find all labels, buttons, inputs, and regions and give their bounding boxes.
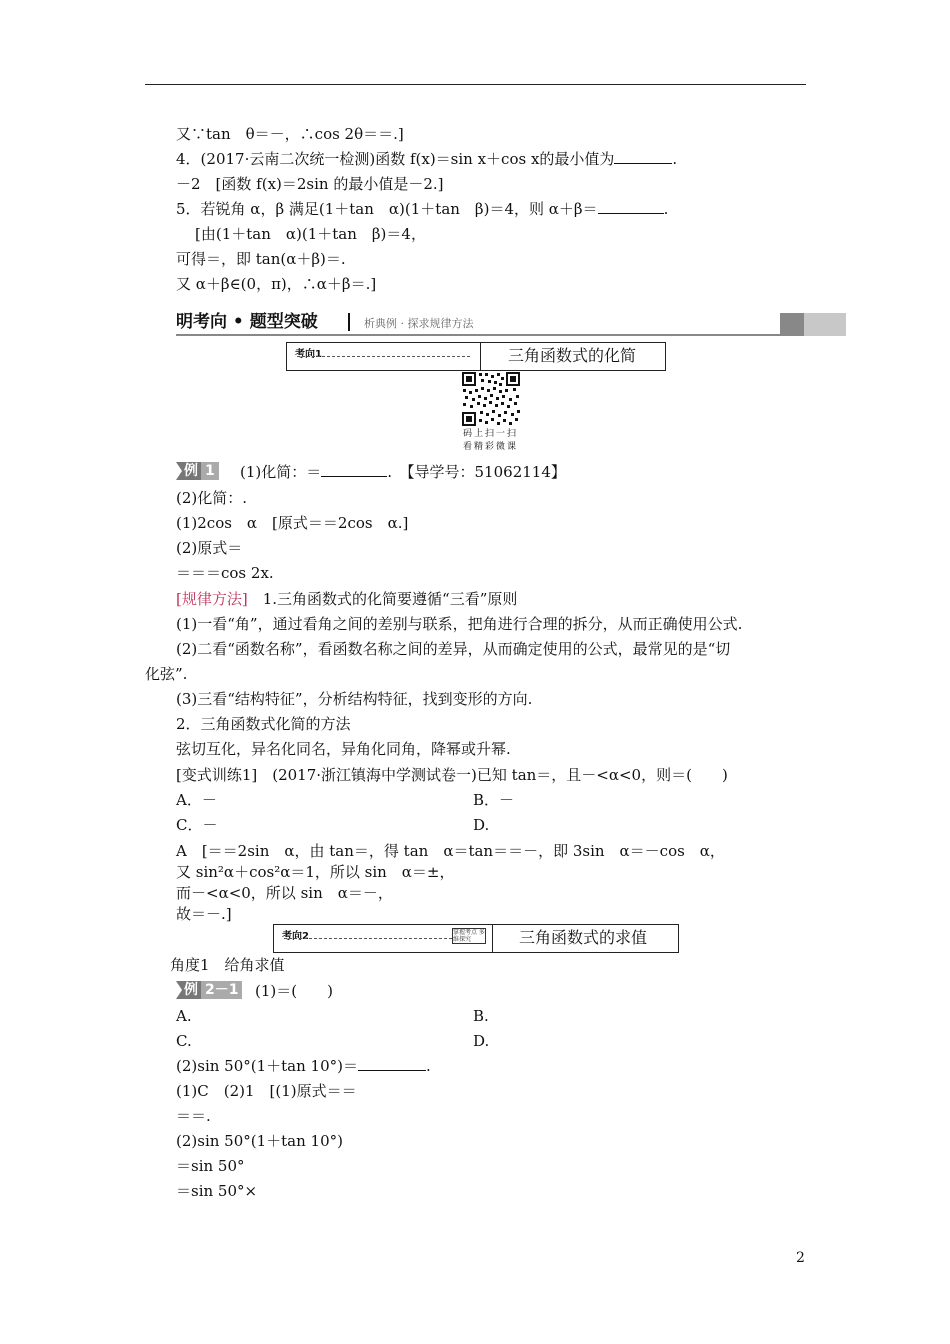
method-p3: (3)三看“结构特征”，分析结构特征，找到变形的方向. xyxy=(176,690,533,708)
method-p4: 弦切互化，异名化同名，异角化同角，降幂或升幂. xyxy=(176,740,511,758)
example-1-q2: (2)化简：. xyxy=(176,489,248,507)
qr-code-icon[interactable] xyxy=(461,371,521,427)
answer-4: －2 [函数 f(x)＝2sin 的最小值是－2.] xyxy=(176,175,444,193)
arrow-icon xyxy=(176,462,182,480)
example-2-badge: 例 2－1 xyxy=(176,981,242,999)
section-rule xyxy=(176,334,780,336)
topic-1-title: 三角函数式的化简 xyxy=(508,346,637,365)
topic-1-left xyxy=(287,343,481,370)
topic-2-box xyxy=(273,924,679,953)
example-2-a5: ＝sin 50°× xyxy=(176,1182,258,1200)
page-number: 2 xyxy=(796,1250,805,1266)
example-1-a2: (2)原式＝ xyxy=(176,539,243,557)
section-subtitle: 析典例 · 探求规律方法 xyxy=(364,317,474,330)
variant-solution-2: 又 sin²α＋cos²α＝1，所以 sin α＝±， xyxy=(176,863,455,881)
header-rule xyxy=(145,84,806,85)
variant-solution-1: A [＝＝2sin α，由 tan＝，得 tan α＝tan＝＝－，即 3sin α＝－cos α， xyxy=(176,842,725,860)
example-1-badge: 例 1 xyxy=(176,462,219,480)
method-p1: (1)一看“角”，通过看角之间的差别与联系，把角进行合理的拆分，从而正确使用公式. xyxy=(176,615,743,633)
ex2-option-a: A. xyxy=(176,1007,192,1025)
topic-2-mini: 掌握考点 多维探究 xyxy=(453,929,485,943)
section-divider xyxy=(348,313,350,331)
example-2-a2: ＝＝. xyxy=(176,1107,211,1125)
arrow-icon xyxy=(176,981,182,999)
topic-1-box xyxy=(286,342,666,371)
option-a: A．－ xyxy=(176,791,217,809)
example-2-a3: (2)sin 50°(1＋tan 10°) xyxy=(176,1132,343,1150)
example-1-a1: (1)2cos α [原式＝＝2cos α.] xyxy=(176,514,409,532)
angle-heading: 角度1 给角求值 xyxy=(170,956,285,974)
section-title: 明考向 • 题型突破 xyxy=(176,312,318,332)
topic-2-title: 三角函数式的求值 xyxy=(519,928,648,947)
qr-caption-2: 看精彩微课 xyxy=(463,442,519,452)
example-2-a1: (1)C (2)1 [(1)原式＝＝ xyxy=(176,1082,357,1100)
method-p2: (2)二看“函数名称”，看函数名称之间的差异，从而确定使用的公式，最常见的是“切 xyxy=(176,640,731,658)
text-line: 又∵tan θ＝－，∴cos 2θ＝＝.] xyxy=(176,125,404,143)
variant-solution-4: 故＝－.] xyxy=(176,905,232,923)
answer-5-line3: 又 α＋β∈(0，π)，∴α＋β＝.] xyxy=(176,275,377,293)
variant-stem: [变式训练1] (2017·浙江镇海中学测试卷一)已知 tan＝，且－<α<0，则＝( ) xyxy=(176,766,728,784)
question-5: 5．若锐角 α，β 满足(1＋tan α)(1＋tan β)＝4，则 α＋β＝ . xyxy=(176,200,669,218)
section-header xyxy=(176,311,846,335)
answer-5-line1: [由(1＋tan α)(1＋tan β)＝4， xyxy=(195,225,426,243)
example-1-q1: (1)化简：＝ . 【导学号：51062114】 xyxy=(240,463,566,481)
section-block-light xyxy=(804,313,846,336)
topic-1-tag: 考向1 xyxy=(295,349,322,360)
ex2-option-b: B. xyxy=(473,1007,489,1025)
answer-5-line2: 可得＝，即 tan(α＋β)＝. xyxy=(176,250,346,268)
option-b: B．－ xyxy=(473,791,515,809)
example-1-a3: ＝＝＝cos 2x. xyxy=(176,564,274,582)
example-2-q2: (2)sin 50°(1＋tan 10°)＝ . xyxy=(176,1057,431,1075)
topic-2-left xyxy=(274,925,493,952)
section-block-dark xyxy=(780,313,804,336)
dashed-line xyxy=(297,356,470,357)
method-tag: [规律方法] xyxy=(176,590,248,608)
qr-caption-1: 码上扫一扫 xyxy=(463,429,519,439)
topic-2-tag: 考向2 xyxy=(282,931,309,942)
example-2-a4: ＝sin 50° xyxy=(176,1157,245,1175)
ex2-option-d: D. xyxy=(473,1032,490,1050)
method-heading: [规律方法] 1.三角函数式的化简要遵循“三看”原则 xyxy=(176,590,518,608)
option-d: D. xyxy=(473,816,490,834)
method-t2: 2．三角函数式化简的方法 xyxy=(176,715,351,733)
variant-solution-3: 而－<α<0，所以 sin α＝－， xyxy=(176,884,393,902)
dashed-line xyxy=(284,938,452,939)
ex2-option-c: C. xyxy=(176,1032,192,1050)
method-p2-cont: 化弦”. xyxy=(145,665,188,683)
example-2-q1: (1)＝( ) xyxy=(240,982,333,1000)
question-4: 4．(2017·云南二次统一检测)函数 f(x)＝sin x＋cos x的最小值为 . xyxy=(176,150,678,168)
option-c: C．－ xyxy=(176,816,218,834)
